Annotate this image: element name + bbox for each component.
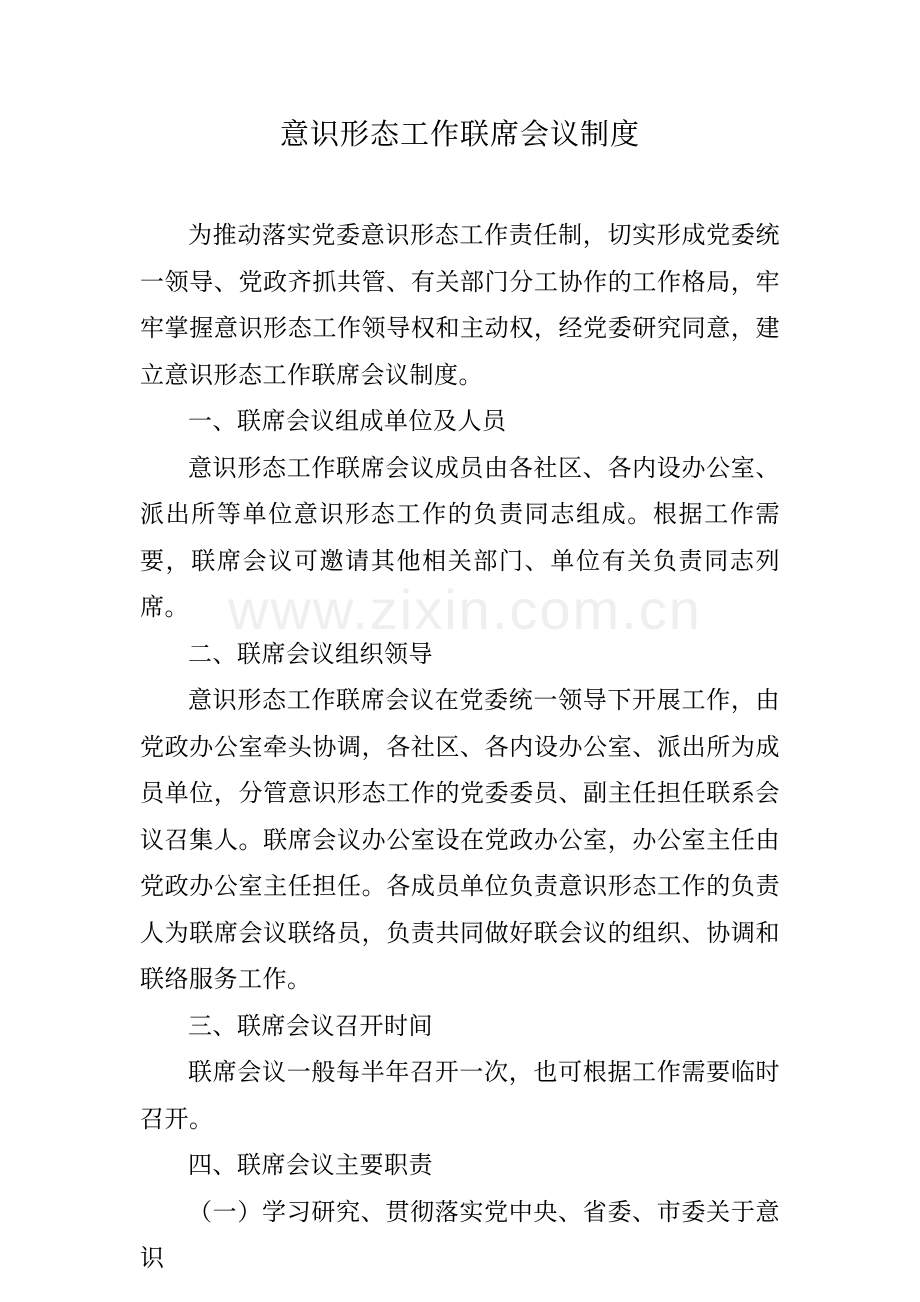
watermark: www.zixin.com.cn bbox=[228, 578, 702, 641]
section-heading-3: 三、联席会议召开时间 bbox=[188, 1011, 433, 1040]
section-heading-4: 四、联席会议主要职责 bbox=[188, 1151, 433, 1179]
intro-paragraph: 为推动落实党委意识形态工作责任制，切实形成党委统一领导、党政齐抓共管、有关部门分工协作的工作格局，牢牢掌握意识形态工作领导权和主动权，经党委研究同意，建立意识形态工作联席会议制度。 bbox=[140, 221, 780, 389]
section-text-1: 意识形态工作联席会议成员由各社区、各内设办公室、派出所等单位意识形态工作的负责同志组成。根据工作需要，联席会议可邀请其他相关部门、单位有关负责同志列席。 bbox=[140, 453, 780, 621]
section-text-2: 意识形态工作联席会议在党委统一领导下开展工作，由党政办公室牵头协调，各社区、各内设办公室、派出所为成员单位，分管意识形态工作的党委委员、副主任担任联系会议召集人。联席会议办公室设在党政办公室，办公室主任由党政办公室主任担任。各成员单位负责意识形态工作的负责人为联席会议联络员，负责共同做好联会议的组织、协调和联络服务工作。 bbox=[140, 686, 780, 993]
document-body bbox=[140, 212, 780, 1282]
section-heading-2: 二、联席会议组织领导 bbox=[188, 639, 433, 668]
section-text-3: 联席会议一般每半年召开一次，也可根据工作需要临时召开。 bbox=[140, 1058, 780, 1133]
document-title: 意识形态工作联席会议制度 bbox=[279, 117, 640, 151]
section-text-4: （一）学习研究、贯彻落实党中央、省委、市委关于意识 bbox=[140, 1197, 780, 1272]
section-heading-1: 一、联席会议组成单位及人员 bbox=[188, 407, 507, 435]
